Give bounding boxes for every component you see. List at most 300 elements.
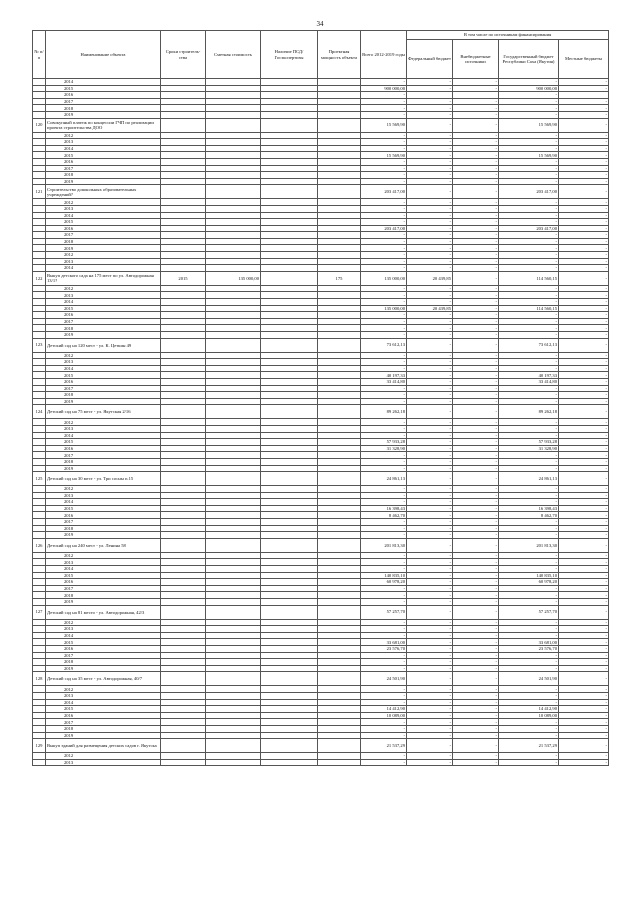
design-docs-status (261, 178, 318, 185)
local-amount: - (559, 118, 609, 132)
row-number (33, 719, 46, 726)
estimated-cost (206, 212, 261, 219)
state-amount: - (499, 79, 559, 86)
construction-period (161, 486, 206, 493)
local-amount: - (559, 98, 609, 105)
estimated-cost (206, 525, 261, 532)
estimated-cost (206, 165, 261, 172)
year-row (33, 132, 609, 139)
design-capacity (318, 552, 361, 559)
federal-amount: - (407, 185, 453, 199)
state-amount: - (499, 519, 559, 526)
object-row (33, 538, 609, 552)
state-amount: - (499, 265, 559, 272)
federal-amount: - (407, 439, 453, 446)
offbudget-amount: - (453, 559, 499, 566)
year-row (33, 312, 609, 319)
design-capacity (318, 686, 361, 693)
estimated-cost (206, 465, 261, 472)
year-label: 2019 (46, 532, 161, 539)
total-amount: - (361, 619, 407, 626)
construction-period (161, 258, 206, 265)
total-amount: - (361, 232, 407, 239)
design-capacity (318, 359, 361, 366)
local-amount: - (559, 325, 609, 332)
local-amount: - (559, 352, 609, 359)
local-amount: - (559, 392, 609, 399)
total-amount: 15 569,90 (361, 118, 407, 132)
construction-period (161, 725, 206, 732)
federal-amount: - (407, 639, 453, 646)
estimated-cost (206, 739, 261, 753)
total-amount: - (361, 566, 407, 573)
federal-amount: - (407, 165, 453, 172)
year-row (33, 232, 609, 239)
construction-period (161, 118, 206, 132)
offbudget-amount: - (453, 98, 499, 105)
year-label: 2015 (46, 85, 161, 92)
offbudget-amount: - (453, 605, 499, 619)
estimated-cost (206, 372, 261, 379)
state-amount: - (499, 312, 559, 319)
object-row (33, 118, 609, 132)
offbudget-amount: - (453, 219, 499, 226)
design-capacity (318, 92, 361, 99)
state-amount: - (499, 665, 559, 672)
construction-period (161, 519, 206, 526)
federal-amount: - (407, 285, 453, 292)
design-capacity (318, 145, 361, 152)
estimated-cost (206, 398, 261, 405)
design-capacity (318, 425, 361, 432)
header-cost: Сметная стоимость (206, 31, 261, 79)
state-amount: - (499, 732, 559, 739)
offbudget-amount: - (453, 432, 499, 439)
offbudget-amount: - (453, 719, 499, 726)
federal-amount: - (407, 132, 453, 139)
year-label: 2012 (46, 199, 161, 206)
construction-period (161, 359, 206, 366)
offbudget-amount: - (453, 639, 499, 646)
local-amount: - (559, 559, 609, 566)
year-row (33, 465, 609, 472)
local-amount: - (559, 145, 609, 152)
row-number (33, 753, 46, 760)
design-docs-status (261, 452, 318, 459)
year-row (33, 645, 609, 652)
design-docs-status (261, 739, 318, 753)
local-amount: - (559, 372, 609, 379)
total-amount: - (361, 199, 407, 206)
state-amount: - (499, 238, 559, 245)
local-amount: - (559, 285, 609, 292)
year-row (33, 519, 609, 526)
total-amount: 14 412,90 (361, 706, 407, 713)
design-capacity (318, 365, 361, 372)
total-amount: 900 000,00 (361, 85, 407, 92)
year-row (33, 378, 609, 385)
construction-period (161, 632, 206, 639)
federal-amount: - (407, 725, 453, 732)
total-amount: - (361, 532, 407, 539)
estimated-cost (206, 158, 261, 165)
year-label: 2017 (46, 719, 161, 726)
federal-amount: - (407, 178, 453, 185)
local-amount: - (559, 458, 609, 465)
year-label: 2014 (46, 499, 161, 506)
table-body (33, 79, 609, 766)
table-header (33, 31, 609, 79)
local-amount: - (559, 472, 609, 486)
row-number (33, 619, 46, 626)
local-amount: - (559, 405, 609, 419)
total-amount: - (361, 632, 407, 639)
design-docs-status (261, 425, 318, 432)
year-label: 2016 (46, 312, 161, 319)
local-amount: - (559, 318, 609, 325)
offbudget-amount: - (453, 185, 499, 199)
federal-amount: - (407, 538, 453, 552)
design-docs-status (261, 753, 318, 760)
total-amount: 24 501,90 (361, 672, 407, 686)
design-capacity (318, 599, 361, 606)
construction-period (161, 719, 206, 726)
local-amount: - (559, 385, 609, 392)
offbudget-amount: - (453, 665, 499, 672)
year-row (33, 252, 609, 259)
year-label: 2015 (46, 572, 161, 579)
design-docs-status (261, 592, 318, 599)
total-amount: 40 197,33 (361, 372, 407, 379)
total-amount: - (361, 525, 407, 532)
year-label: 2018 (46, 458, 161, 465)
header-offbudget: Внебюджетные источники (453, 40, 499, 79)
estimated-cost (206, 538, 261, 552)
state-amount: - (499, 699, 559, 706)
year-row (33, 639, 609, 646)
state-amount: - (499, 759, 559, 766)
state-amount: 114 560,15 (499, 305, 559, 312)
estimated-cost (206, 152, 261, 159)
design-docs-status (261, 692, 318, 699)
row-number (33, 398, 46, 405)
row-number (33, 512, 46, 519)
year-row (33, 385, 609, 392)
estimated-cost (206, 566, 261, 573)
offbudget-amount: - (453, 392, 499, 399)
total-amount: 60 978,20 (361, 579, 407, 586)
design-docs-status (261, 706, 318, 713)
local-amount: - (559, 632, 609, 639)
construction-period (161, 592, 206, 599)
row-number (33, 252, 46, 259)
year-label: 2018 (46, 325, 161, 332)
state-amount: - (499, 753, 559, 760)
year-label: 2015 (46, 505, 161, 512)
year-row (33, 152, 609, 159)
construction-period (161, 559, 206, 566)
year-row (33, 632, 609, 639)
estimated-cost (206, 79, 261, 86)
object-name: Детский сад на 30 мест - ул. Три сосны п.15 (46, 472, 161, 486)
offbudget-amount: - (453, 165, 499, 172)
year-row (33, 265, 609, 272)
offbudget-amount: - (453, 532, 499, 539)
local-amount: - (559, 398, 609, 405)
federal-amount: - (407, 759, 453, 766)
design-docs-status (261, 686, 318, 693)
estimated-cost (206, 92, 261, 99)
object-row (33, 472, 609, 486)
total-amount: - (361, 252, 407, 259)
year-label: 2013 (46, 626, 161, 633)
year-row (33, 486, 609, 493)
local-amount: - (559, 245, 609, 252)
federal-amount: - (407, 579, 453, 586)
federal-amount: - (407, 692, 453, 699)
row-number (33, 712, 46, 719)
design-capacity (318, 512, 361, 519)
design-docs-status (261, 98, 318, 105)
estimated-cost (206, 98, 261, 105)
row-number (33, 579, 46, 586)
design-capacity (318, 632, 361, 639)
total-amount: - (361, 365, 407, 372)
federal-amount: - (407, 238, 453, 245)
offbudget-amount: - (453, 672, 499, 686)
estimated-cost (206, 712, 261, 719)
design-docs-status (261, 572, 318, 579)
construction-period (161, 312, 206, 319)
design-capacity: 175 (318, 271, 361, 285)
federal-amount: - (407, 559, 453, 566)
local-amount: - (559, 686, 609, 693)
offbudget-amount: - (453, 385, 499, 392)
design-capacity (318, 118, 361, 132)
local-amount: - (559, 365, 609, 372)
design-capacity (318, 79, 361, 86)
local-amount: - (559, 706, 609, 713)
offbudget-amount: - (453, 759, 499, 766)
total-amount: - (361, 299, 407, 306)
state-amount: - (499, 652, 559, 659)
year-row (33, 566, 609, 573)
local-amount: - (559, 519, 609, 526)
year-row (33, 352, 609, 359)
local-amount: - (559, 158, 609, 165)
federal-amount: - (407, 572, 453, 579)
offbudget-amount: - (453, 525, 499, 532)
federal-amount: - (407, 332, 453, 339)
estimated-cost (206, 172, 261, 179)
year-label: 2016 (46, 645, 161, 652)
row-number (33, 139, 46, 146)
federal-amount: - (407, 632, 453, 639)
year-row (33, 165, 609, 172)
design-capacity (318, 405, 361, 419)
estimated-cost (206, 452, 261, 459)
year-label: 2018 (46, 172, 161, 179)
design-docs-status (261, 118, 318, 132)
design-capacity (318, 432, 361, 439)
federal-amount: - (407, 665, 453, 672)
offbudget-amount: - (453, 318, 499, 325)
local-amount: - (559, 212, 609, 219)
offbudget-amount: - (453, 626, 499, 633)
design-docs-status (261, 85, 318, 92)
estimated-cost (206, 219, 261, 226)
local-amount: - (559, 712, 609, 719)
row-number (33, 292, 46, 299)
total-amount: - (361, 258, 407, 265)
row-number (33, 318, 46, 325)
year-row (33, 238, 609, 245)
state-amount: - (499, 212, 559, 219)
design-docs-status (261, 405, 318, 419)
construction-period (161, 98, 206, 105)
year-label: 2015 (46, 439, 161, 446)
federal-amount: - (407, 452, 453, 459)
estimated-cost (206, 552, 261, 559)
design-capacity (318, 605, 361, 619)
federal-amount: - (407, 472, 453, 486)
construction-period (161, 458, 206, 465)
design-capacity (318, 111, 361, 118)
estimated-cost (206, 318, 261, 325)
row-number (33, 599, 46, 606)
row-number (33, 392, 46, 399)
year-row (33, 199, 609, 206)
design-capacity (318, 105, 361, 112)
year-row (33, 212, 609, 219)
construction-period (161, 352, 206, 359)
federal-amount: - (407, 385, 453, 392)
state-amount: - (499, 632, 559, 639)
row-number (33, 452, 46, 459)
state-amount: 57 257,70 (499, 605, 559, 619)
row-number (33, 692, 46, 699)
construction-period (161, 238, 206, 245)
offbudget-amount: - (453, 225, 499, 232)
estimated-cost (206, 405, 261, 419)
local-amount: - (559, 178, 609, 185)
federal-amount: - (407, 225, 453, 232)
estimated-cost (206, 312, 261, 319)
year-label: 2019 (46, 398, 161, 405)
row-number (33, 265, 46, 272)
design-capacity (318, 392, 361, 399)
state-amount: - (499, 365, 559, 372)
row-number (33, 639, 46, 646)
state-amount: 57 933,28 (499, 439, 559, 446)
row-number: 128 (33, 672, 46, 686)
state-amount: 10 089,00 (499, 712, 559, 719)
estimated-cost (206, 385, 261, 392)
offbudget-amount: - (453, 79, 499, 86)
federal-amount: - (407, 232, 453, 239)
design-capacity (318, 725, 361, 732)
header-local: Местные бюджеты (559, 40, 609, 79)
design-docs-status (261, 111, 318, 118)
total-amount: - (361, 98, 407, 105)
total-amount: - (361, 212, 407, 219)
design-docs-status (261, 759, 318, 766)
offbudget-amount: - (453, 439, 499, 446)
state-amount: 203 417,00 (499, 225, 559, 232)
design-docs-status (261, 152, 318, 159)
year-row (33, 305, 609, 312)
federal-amount: - (407, 118, 453, 132)
design-docs-status (261, 392, 318, 399)
federal-amount: - (407, 706, 453, 713)
year-label: 2018 (46, 392, 161, 399)
offbudget-amount: - (453, 372, 499, 379)
total-amount: - (361, 145, 407, 152)
local-amount: - (559, 605, 609, 619)
total-amount: - (361, 432, 407, 439)
total-amount: - (361, 692, 407, 699)
state-amount: - (499, 318, 559, 325)
local-amount: - (559, 152, 609, 159)
design-capacity (318, 165, 361, 172)
construction-period (161, 132, 206, 139)
design-capacity (318, 372, 361, 379)
design-capacity (318, 332, 361, 339)
local-amount: - (559, 132, 609, 139)
design-docs-status (261, 552, 318, 559)
row-number (33, 232, 46, 239)
local-amount: - (559, 626, 609, 633)
row-number (33, 299, 46, 306)
year-label: 2012 (46, 686, 161, 693)
design-capacity (318, 499, 361, 506)
design-docs-status (261, 559, 318, 566)
local-amount: - (559, 465, 609, 472)
object-name: Выкуп зданий для размещения детских садов г. Якутска (46, 739, 161, 753)
federal-amount: - (407, 532, 453, 539)
offbudget-amount: - (453, 118, 499, 132)
row-number (33, 626, 46, 633)
design-docs-status (261, 105, 318, 112)
design-docs-status (261, 492, 318, 499)
row-number: 121 (33, 185, 46, 199)
year-label: 2015 (46, 639, 161, 646)
local-amount: - (559, 512, 609, 519)
total-amount: - (361, 132, 407, 139)
design-docs-status (261, 719, 318, 726)
local-amount: - (559, 665, 609, 672)
offbudget-amount: - (453, 458, 499, 465)
construction-period (161, 305, 206, 312)
design-docs-status (261, 365, 318, 372)
row-number (33, 645, 46, 652)
offbudget-amount: - (453, 753, 499, 760)
design-docs-status (261, 285, 318, 292)
construction-period: 2015 (161, 271, 206, 285)
offbudget-amount: - (453, 739, 499, 753)
year-row (33, 225, 609, 232)
federal-amount: - (407, 258, 453, 265)
design-capacity (318, 378, 361, 385)
year-row (33, 419, 609, 426)
construction-period (161, 445, 206, 452)
total-amount: - (361, 592, 407, 599)
design-capacity (318, 579, 361, 586)
estimated-cost (206, 178, 261, 185)
estimated-cost (206, 252, 261, 259)
object-row (33, 338, 609, 352)
local-amount: - (559, 652, 609, 659)
